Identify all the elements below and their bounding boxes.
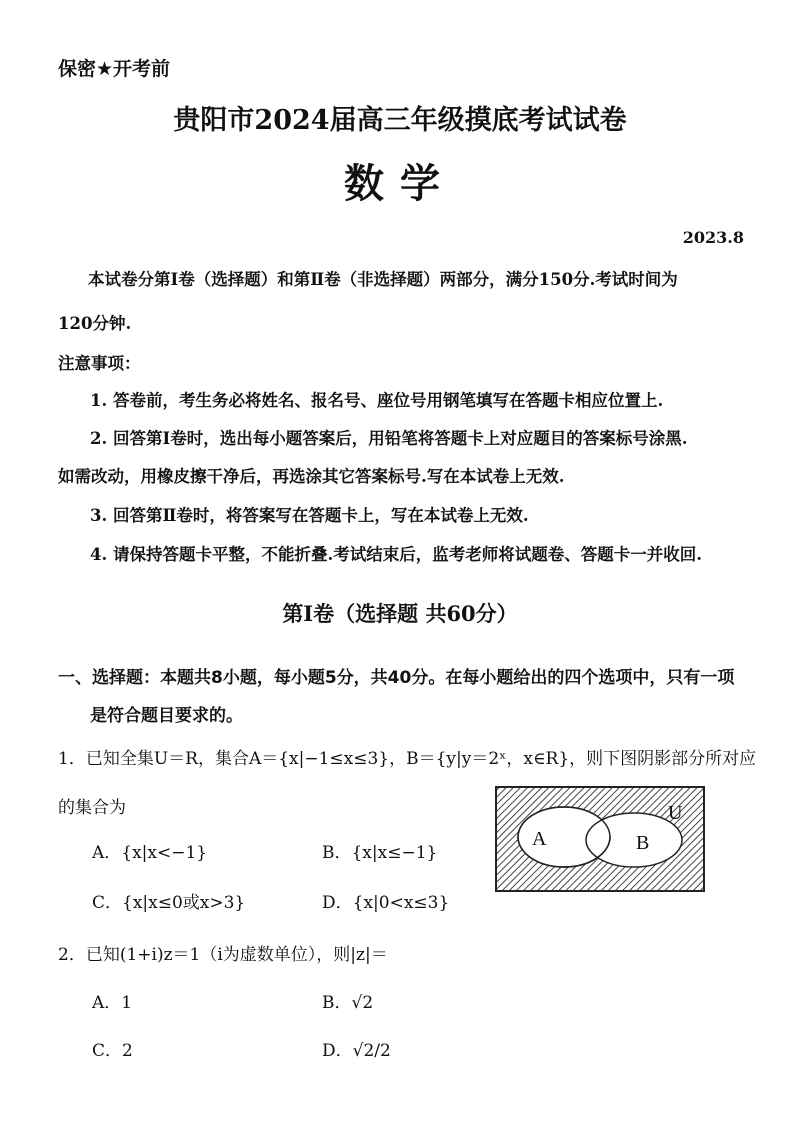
confidential-label: 保密★开考前 [58, 58, 171, 80]
notes-heading: 注意事项： [58, 354, 141, 373]
question-2-stem: 2．已知(1+i)z＝1（i为虚数单位），则|z|＝ [58, 945, 388, 965]
intro-line-1: 本试卷分第Ⅰ卷（选择题）和第Ⅱ卷（非选择题）两部分，满分150分.考试时间为 [88, 270, 678, 289]
question-2-option-a: A．1 [92, 993, 133, 1013]
question-2-option-c: C．2 [92, 1041, 133, 1061]
venn-diagram [494, 785, 706, 893]
universal-set-label: U [668, 802, 683, 824]
subject-title: 数学 [344, 160, 456, 207]
part1-instructions-line-2: 是符合题目要求的。 [90, 706, 243, 726]
question-1-stem: 1．已知全集U＝R，集合A＝{x|−1≤x≤3}，B＝{y|y＝2ˣ，x∈R}，则下图阴影部分所对应 [58, 749, 757, 769]
set-b-label: B [636, 832, 650, 854]
note-item-4: 4. 请保持答题卡平整，不能折叠.考试结束后，监考老师将试题卷、答题卡一并收回. [90, 545, 702, 564]
question-1-option-d: D．{x|0<x≤3} [322, 893, 450, 913]
intro-line-2: 120分钟. [58, 314, 132, 333]
section-title: 第Ⅰ卷（选择题 共60分） [282, 601, 518, 626]
question-1-option-c: C．{x|x≤0或x>3} [92, 893, 246, 913]
question-1-option-b: B．{x|x≤−1} [322, 843, 438, 863]
note-item-3: 3. 回答第Ⅱ卷时，将答案写在答题卡上，写在本试卷上无效. [90, 506, 529, 525]
note-item-2: 2. 回答第Ⅰ卷时，选出每小题答案后，用铅笔将答题卡上对应题目的答案标号涂黑. [90, 429, 688, 448]
exam-date: 2023.8 [682, 228, 744, 247]
part1-instructions-line-1: 一、选择题：本题共8小题，每小题5分，共40分。在每小题给出的四个选项中，只有一项 [58, 668, 735, 688]
set-a-label: A [532, 828, 547, 850]
note-item-2-continued: 如需改动，用橡皮擦干净后，再选涂其它答案标号.写在本试卷上无效. [58, 467, 565, 486]
note-item-1: 1. 答卷前，考生务必将姓名、报名号、座位号用钢笔填写在答题卡相应位置上. [90, 391, 664, 410]
exam-title: 贵阳市2024届高三年级摸底考试试卷 [173, 105, 627, 136]
question-2-option-b: B．√2 [322, 993, 374, 1013]
question-1-option-a: A．{x|x<−1} [92, 843, 208, 863]
question-1-stem-continued: 的集合为 [58, 798, 126, 818]
question-2-option-d: D．√2/2 [322, 1041, 391, 1061]
